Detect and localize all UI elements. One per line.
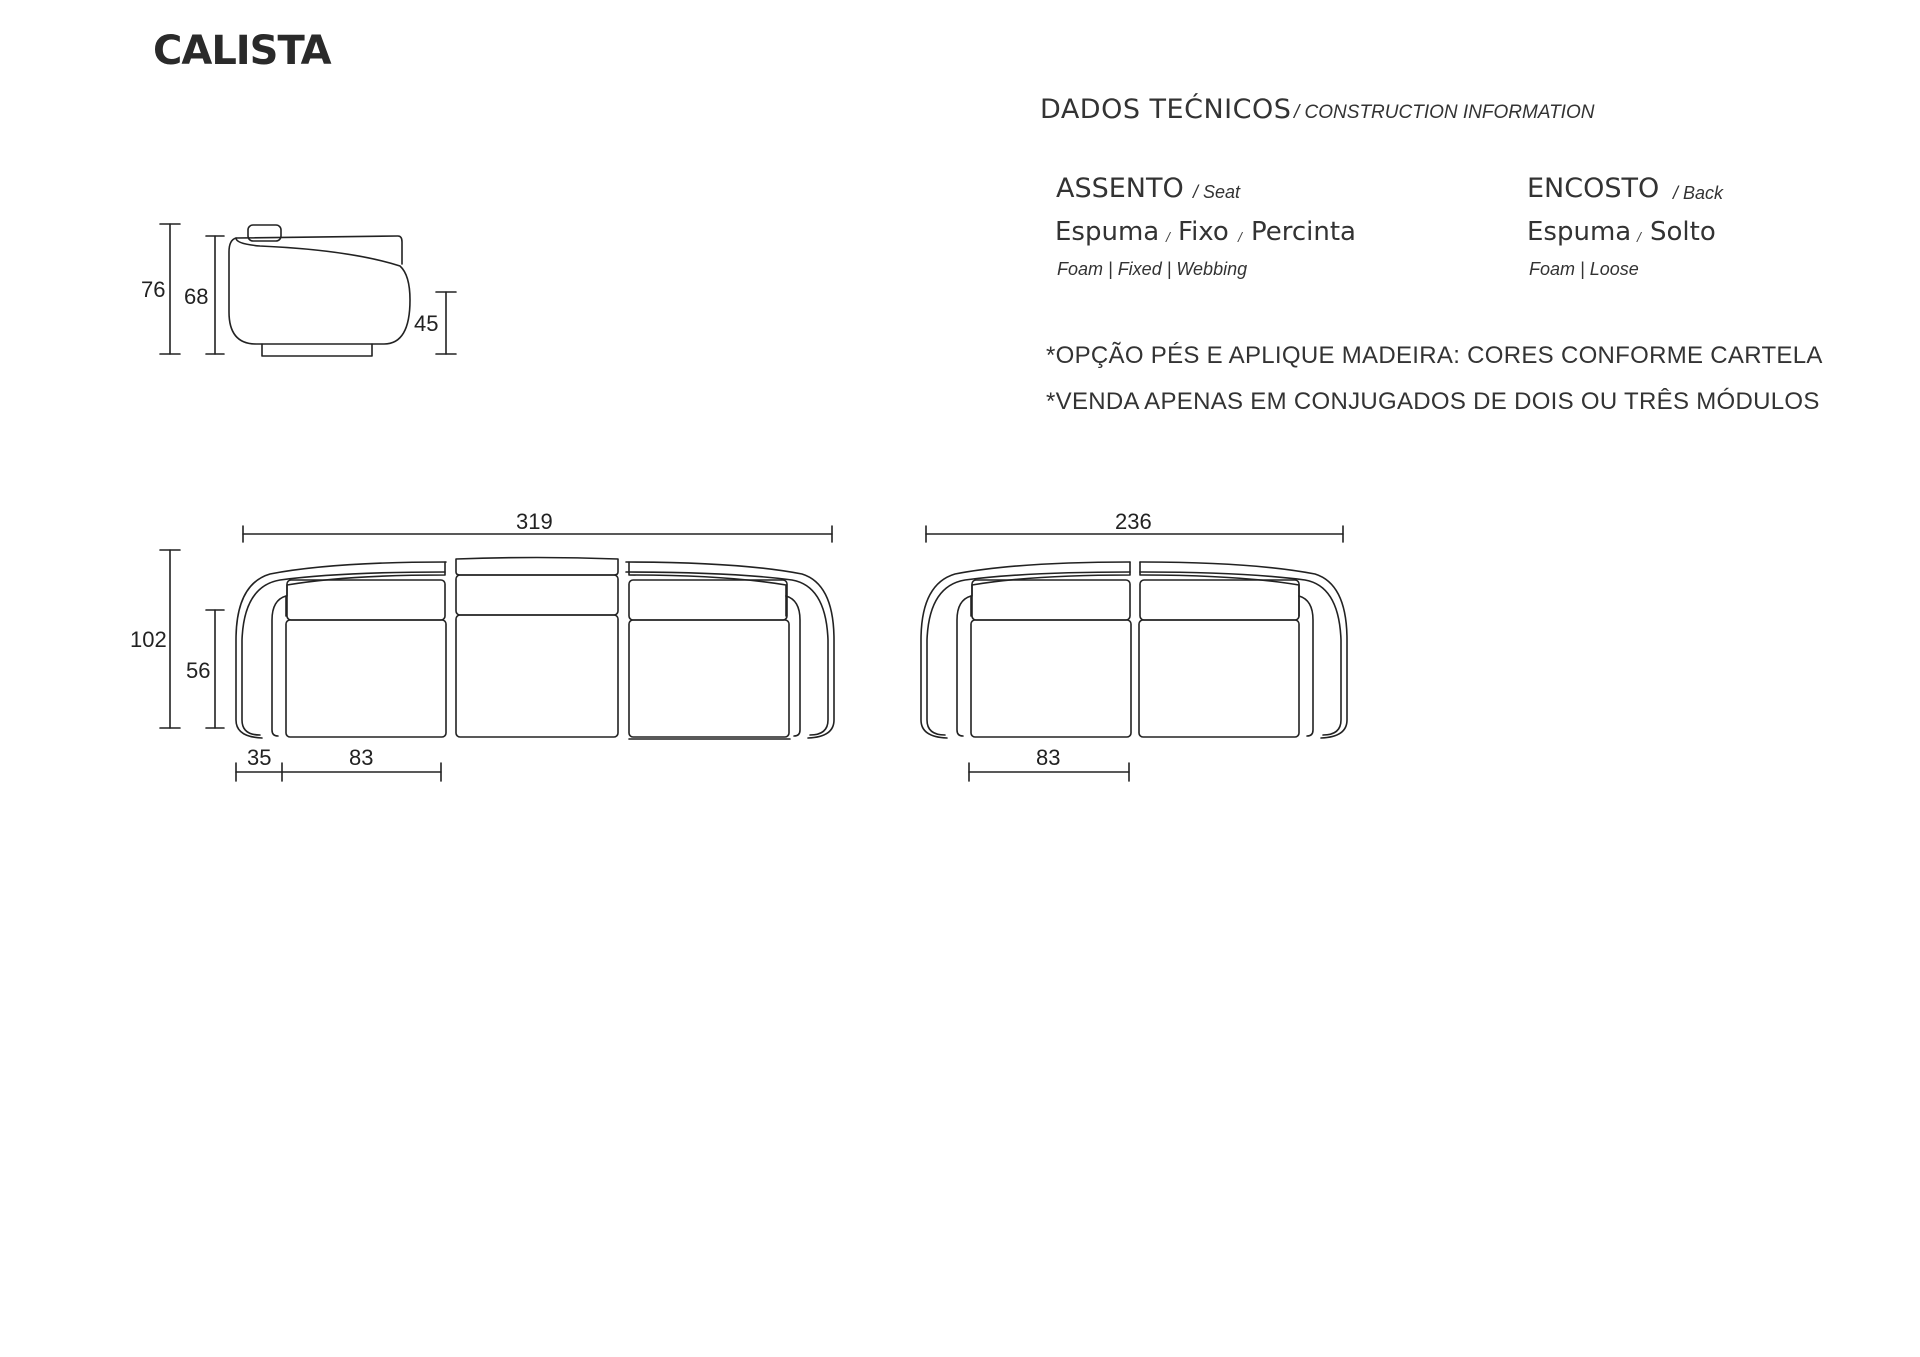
dim-label-68: 68 — [184, 284, 209, 309]
two-seat-right-arm-inner — [1299, 596, 1313, 736]
three-seat-right-arm-inner — [786, 596, 800, 736]
three-seat-right-arm-outer-2 — [626, 562, 834, 738]
two-seat-right-arm-outer-2 — [1140, 562, 1347, 738]
seat-material-2: Fixo — [1178, 217, 1229, 247]
three-seat-center-back-top — [456, 558, 618, 576]
technical-data-subtitle: / CONSTRUCTION INFORMATION — [1294, 102, 1595, 123]
three-seat-left-seat-cushion — [286, 620, 446, 737]
three-seat-right-arm-outer — [626, 572, 828, 735]
back-material-2: Solto — [1650, 217, 1716, 247]
dim-label-83-three: 83 — [349, 745, 374, 770]
product-title: CALISTA — [153, 28, 331, 74]
dim-label-56: 56 — [186, 658, 211, 683]
back-material-1: Espuma — [1527, 217, 1632, 247]
two-seat-right-seat-cushion — [1139, 620, 1299, 737]
three-seat-left-arm-outer-2 — [236, 562, 446, 738]
note-sale-modules: *VENDA APENAS EM CONJUGADOS DE DOIS OU TRÊS MÓDULOS — [1046, 388, 1820, 415]
back-separator-1: / — [1637, 229, 1641, 245]
back-materials-en: Foam | Loose — [1529, 259, 1639, 279]
two-seat-left-seat-cushion — [971, 620, 1131, 737]
two-seat-left-back-top — [972, 562, 1130, 596]
seat-heading-en: / Seat — [1193, 182, 1241, 202]
two-seat-left-arm-outer-2 — [921, 562, 1130, 738]
seat-material-3: Percinta — [1251, 217, 1356, 247]
technical-data-title: DADOS TEĆNICOS — [1040, 94, 1292, 125]
side-view-base — [262, 344, 372, 356]
three-seat-right-back-top — [629, 562, 786, 596]
dim-label-35: 35 — [247, 745, 272, 770]
three-seat-right-seat-cushion — [629, 620, 789, 737]
dim-label-102: 102 — [130, 627, 167, 652]
three-seat-right-back-cushion — [629, 580, 787, 620]
seat-materials-en: Foam | Fixed | Webbing — [1057, 259, 1248, 279]
two-seat-left-arm-inner — [957, 596, 971, 736]
three-seat-left-back-cushion — [287, 580, 445, 620]
dim-label-45: 45 — [414, 311, 439, 336]
two-seat-right-back-cushion — [1140, 580, 1299, 620]
dim-label-236: 236 — [1115, 509, 1152, 534]
three-seat-left-back-top — [287, 562, 445, 596]
seat-separator-1: / — [1166, 229, 1170, 245]
two-seat-right-arm-outer — [1140, 572, 1341, 735]
seat-heading: ASSENTO — [1056, 173, 1184, 204]
three-seat-sofa — [236, 558, 834, 740]
side-view-dimension-45 — [436, 292, 456, 354]
side-view-back-cushion-top — [248, 225, 281, 241]
three-seat-center-back-cushion — [456, 575, 618, 615]
dim-label-76: 76 — [141, 277, 166, 302]
two-seat-sofa — [921, 562, 1347, 738]
side-view-dimension-68 — [206, 236, 224, 354]
three-seat-center-seat-cushion — [456, 615, 618, 737]
seat-separator-2: / — [1238, 229, 1242, 245]
three-seat-left-arm-inner — [272, 596, 286, 736]
side-view-sofa — [229, 225, 410, 356]
two-seat-left-back-cushion — [972, 580, 1130, 620]
back-heading: ENCOSTO — [1527, 173, 1660, 204]
side-view-body — [229, 238, 410, 344]
dim-label-83-two: 83 — [1036, 745, 1061, 770]
back-heading-en: / Back — [1673, 183, 1724, 203]
dim-label-319: 319 — [516, 509, 553, 534]
note-wood-options: *OPÇÃO PÉS E APLIQUE MADEIRA: CORES CONFORME CARTELA — [1046, 342, 1823, 369]
two-seat-right-back-top — [1140, 562, 1299, 596]
seat-material-1: Espuma — [1055, 217, 1160, 247]
